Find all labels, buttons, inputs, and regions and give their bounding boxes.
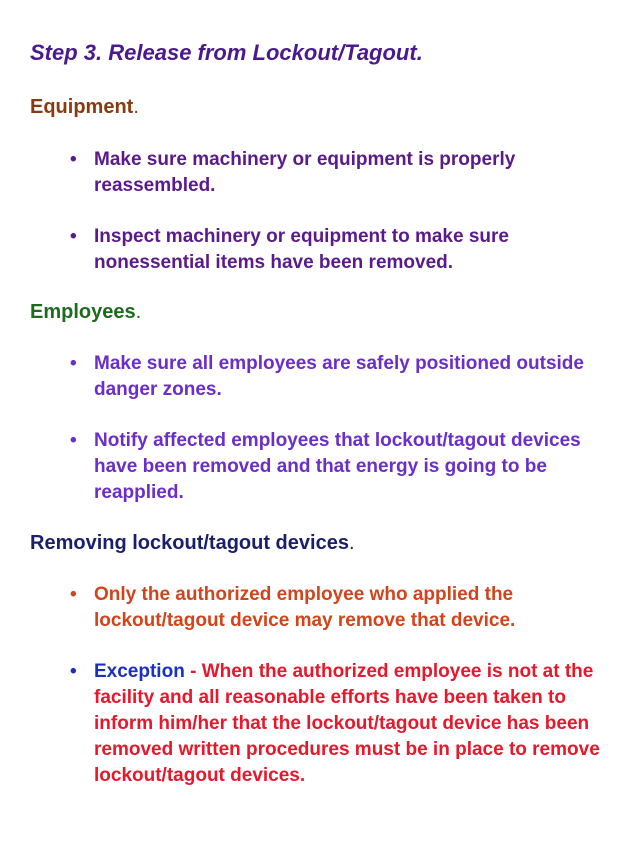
- bullet-glyph: •: [70, 149, 77, 170]
- equipment-heading-label: Equipment: [30, 96, 134, 118]
- employees-heading: [30, 301, 141, 324]
- equipment-heading-punct: .: [133, 96, 139, 118]
- page-title: Step 3. Release from Lockout/Tagout.: [30, 40, 423, 65]
- exception-text: When the authorized employee is not at the facility and all reasonable efforts have been taken to inform him/her that the lockout/tagout device has been removed written procedures must be in place to remove lockout/tagout devices.: [94, 661, 600, 786]
- bullet-text: Notify affected employees that lockout/tagout devices have been removed and that energy is going to be reapplied.: [94, 430, 581, 503]
- bullet-text: Make sure all employees are safely positioned outside danger zones.: [94, 353, 584, 400]
- bullet-glyph: •: [70, 226, 77, 247]
- exception-separator: -: [184, 661, 202, 682]
- bullet-glyph: •: [70, 353, 77, 374]
- employees-bullet-list: [70, 351, 615, 506]
- bullet-glyph: •: [70, 584, 77, 605]
- bullet-text: Only the authorized employee who applied the lockout/tagout device may remove that device.: [94, 584, 516, 631]
- exception-item: [70, 659, 615, 789]
- list-item: [70, 428, 615, 506]
- bullet-glyph: •: [70, 430, 77, 451]
- removing-devices-heading: [30, 532, 355, 555]
- exception-label: Exception: [94, 661, 185, 682]
- list-item: [70, 351, 615, 403]
- list-item: [70, 224, 615, 276]
- equipment-heading: [30, 96, 139, 119]
- removing-devices-heading-label: Removing lockout/tagout devices: [30, 532, 349, 554]
- removing-devices-heading-punct: .: [348, 532, 355, 554]
- employees-heading-label: Employees: [30, 301, 136, 323]
- bullet-glyph: •: [70, 661, 77, 682]
- bullet-text: Inspect machinery or equipment to make sure nonessential items have been removed.: [94, 226, 509, 273]
- list-item: [70, 147, 615, 199]
- bullet-text: Make sure machinery or equipment is properly reassembled.: [94, 149, 516, 196]
- employees-heading-punct: .: [135, 301, 142, 323]
- removing-devices-bullet-list: [70, 582, 615, 789]
- list-item: [70, 582, 615, 634]
- equipment-bullet-list: [70, 147, 615, 276]
